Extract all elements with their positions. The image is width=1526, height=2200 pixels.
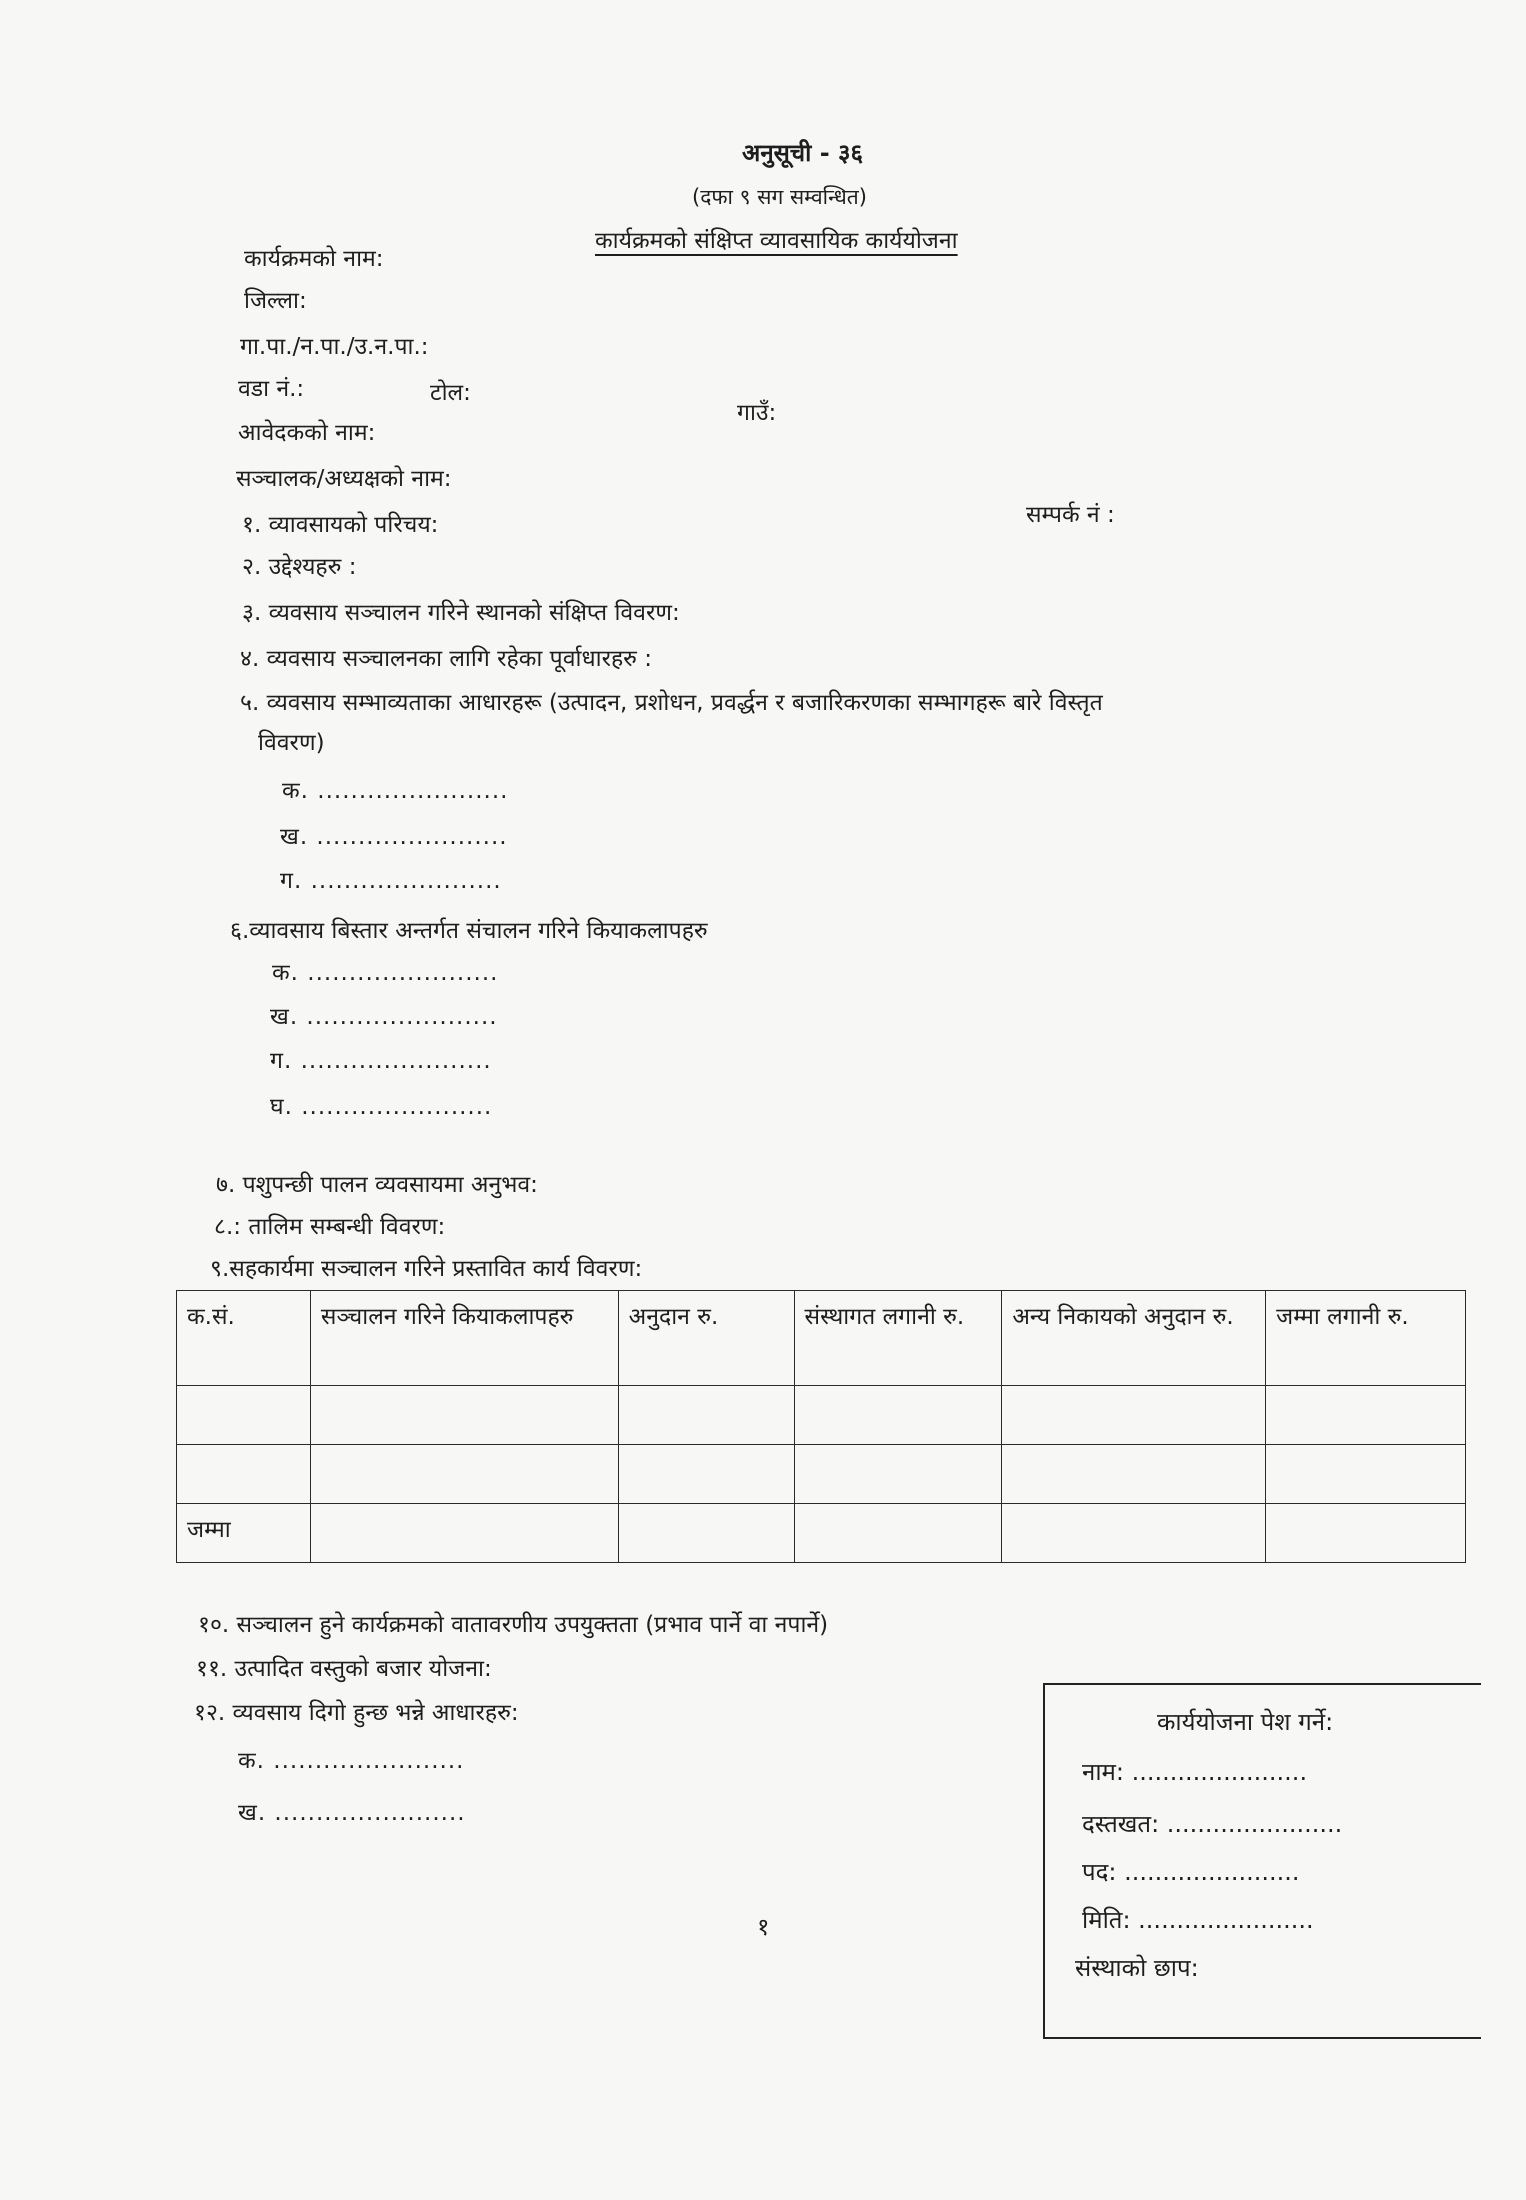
section-9-proposed-work: ९.सहकार्यमा सञ्चालन गरिने प्रस्तावित कार्य विवरण:	[210, 1256, 643, 1282]
section-reference: (दफा ९ सग सम्वन्धित)	[692, 185, 867, 209]
schedule-number: अनुसूची - ३६	[742, 139, 863, 167]
s6-item: ग. .......................	[270, 1048, 492, 1074]
table-cell	[618, 1504, 794, 1563]
s5-item: ग. .......................	[280, 868, 502, 894]
page-number: १	[757, 1913, 770, 1941]
contact-no-label: सम्पर्क नं :	[1026, 502, 1115, 528]
total-label: जम्मा	[177, 1504, 311, 1563]
table-cell	[1002, 1445, 1266, 1504]
section-5-feasibility: ५. व्यवसाय सम्भाव्यताका आधारहरू (उत्पादन, प्रशोधन, प्रवर्द्धन र बजारिकरणका सम्भागहरू बारे विस्तृत	[240, 690, 1103, 716]
section-3-location-details: ३. व्यवसाय सञ्चालन गरिने स्थानको संक्षिप्त विवरण:	[242, 600, 680, 626]
col-serial-no: क.सं.	[177, 1291, 311, 1386]
col-total-investment: जम्मा लगानी रु.	[1266, 1291, 1466, 1386]
submitter-signature-field: दस्तखत: .......................	[1082, 1810, 1343, 1838]
table-cell	[1002, 1504, 1266, 1563]
table-cell	[794, 1386, 1002, 1445]
section-6-activities: ६.व्यावसाय बिस्तार अन्तर्गत संचालन गरिने कियाकलापहरु	[230, 918, 708, 944]
table-row	[177, 1386, 1466, 1445]
table-cell	[1002, 1386, 1266, 1445]
s5-item: क. .......................	[282, 778, 509, 804]
ward-no-label: वडा नं.:	[238, 376, 305, 402]
col-other-agency-grant: अन्य निकायको अनुदान रु.	[1002, 1291, 1266, 1386]
section-2-objectives: २. उद्देश्यहरु :	[242, 554, 357, 580]
section-12-sustainability: १२. व्यवसाय दिगो हुन्छ भन्ने आधारहरु:	[194, 1700, 519, 1726]
table-cell	[794, 1504, 1002, 1563]
section-10-environment: १०. सञ्चालन हुने कार्यक्रमको वातावरणीय उपयुक्तता (प्रभाव पार्ने वा नपार्ने)	[198, 1612, 829, 1638]
submitter-date-field: मिति: .......................	[1082, 1906, 1314, 1934]
table-cell	[310, 1504, 618, 1563]
proposed-activities-table	[176, 1290, 1466, 1563]
section-11-market-plan: ११. उत्पादित वस्तुको बजार योजना:	[196, 1656, 492, 1682]
section-5-feasibility-cont: विवरण)	[258, 730, 325, 756]
section-8-training: ८.: तालिम सम्बन्धी विवरण:	[214, 1214, 446, 1240]
section-7-experience: ७. पशुपन्छी पालन व्यवसायमा अनुभव:	[216, 1172, 538, 1198]
program-name-label: कार्यक्रमको नाम:	[244, 246, 384, 272]
col-activities: सञ्चालन गरिने कियाकलापहरु	[310, 1291, 618, 1386]
s6-item: घ. .......................	[270, 1094, 493, 1120]
col-institutional-investment: संस्थागत लगानी रु.	[794, 1291, 1002, 1386]
s12-item: ख. .......................	[238, 1800, 466, 1826]
table-cell	[618, 1386, 794, 1445]
s5-item: ख. .......................	[280, 824, 508, 850]
submitter-name-field: नाम: .......................	[1082, 1758, 1308, 1786]
col-grant: अनुदान रु.	[618, 1291, 794, 1386]
table-cell	[177, 1445, 311, 1504]
table-total-row	[177, 1504, 1466, 1563]
table-cell	[1266, 1504, 1466, 1563]
table-cell	[1266, 1386, 1466, 1445]
submitter-signature-box	[1043, 1683, 1481, 2039]
s6-item: क. .......................	[272, 960, 499, 986]
organization-seal-field: संस्थाको छाप:	[1075, 1954, 1199, 1982]
section-1-business-intro: १. व्यावसायको परिचय:	[242, 512, 439, 538]
applicant-name-label: आवेदकको नाम:	[238, 420, 376, 446]
s12-item: क. .......................	[238, 1748, 465, 1774]
section-4-infrastructure: ४. व्यवसाय सञ्चालनका लागि रहेका पूर्वाधारहरु :	[240, 646, 652, 672]
district-label: जिल्ला:	[244, 288, 307, 314]
table-row	[177, 1445, 1466, 1504]
submitter-title: कार्ययोजना पेश गर्ने:	[1157, 1708, 1334, 1736]
s6-item: ख. .......................	[270, 1004, 498, 1030]
table-cell	[310, 1386, 618, 1445]
municipality-label: गा.पा./न.पा./उ.न.पा.:	[240, 334, 429, 360]
table-cell	[310, 1445, 618, 1504]
document-title: कार्यक्रमको संक्षिप्त व्यावसायिक कार्ययोजना	[595, 228, 958, 254]
table-cell	[618, 1445, 794, 1504]
village-label: गाउँ:	[737, 400, 777, 426]
table-header-row	[177, 1291, 1466, 1386]
table-cell	[1266, 1445, 1466, 1504]
tole-label: टोल:	[430, 380, 471, 406]
table-cell	[794, 1445, 1002, 1504]
director-name-label: सञ्चालक/अध्यक्षको नाम:	[236, 466, 452, 492]
submitter-position-field: पद: .......................	[1082, 1858, 1300, 1886]
table-cell	[177, 1386, 311, 1445]
